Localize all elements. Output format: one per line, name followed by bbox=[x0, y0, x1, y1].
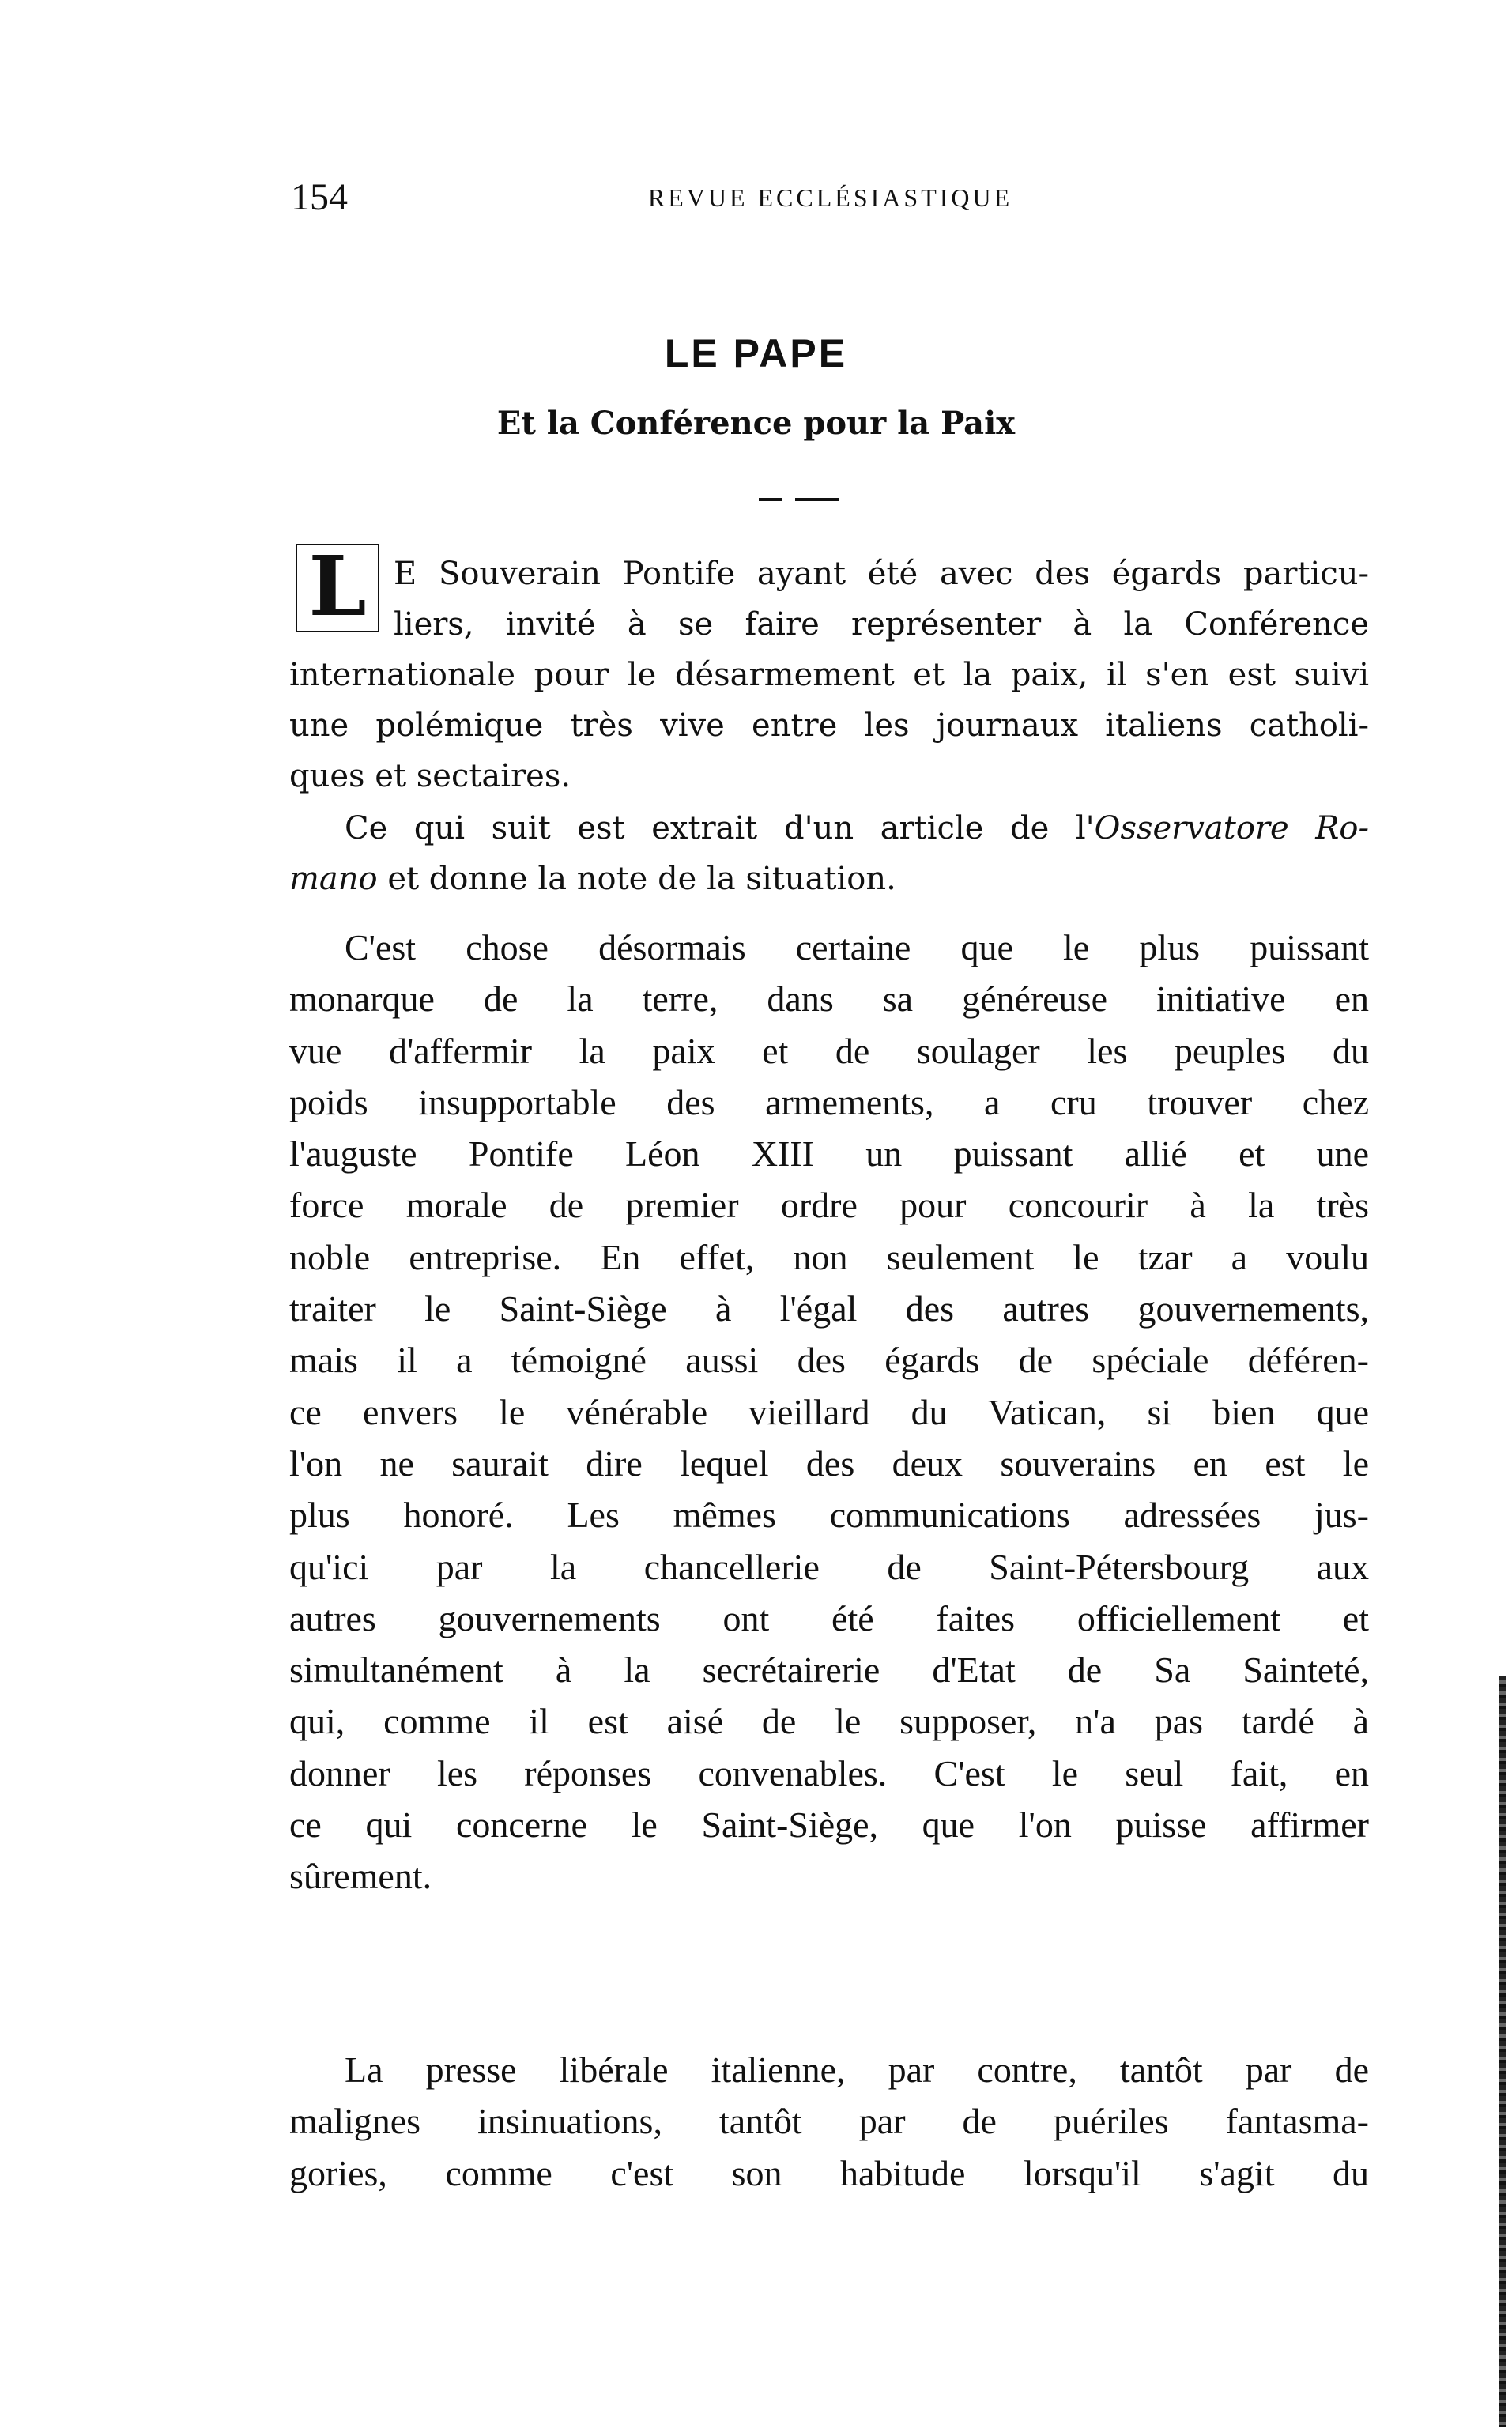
p2-text: Ce qui suit est extrait d'un article de l' bbox=[345, 810, 1095, 847]
page-edge-scan-artifact bbox=[1499, 1676, 1506, 2427]
text-line: mais il a témoigné aussi des égards de spéciale déféren- bbox=[289, 1340, 1369, 1381]
text-line: monarque de la terre, dans sa généreuse initiative en bbox=[289, 979, 1369, 1020]
page-header bbox=[291, 175, 1370, 223]
text-line: gories, comme c'est son habitude lorsqu'il s'agit du bbox=[289, 2152, 1369, 2193]
text-line bbox=[289, 854, 1369, 904]
text-line: ce envers le vénérable vieillard du Vatican, si bien que bbox=[289, 1391, 1369, 1432]
text-line: autres gouvernements ont été faites officiellement et bbox=[289, 1597, 1369, 1638]
text-line: La presse libérale italienne, par contre, tantôt par de bbox=[345, 2049, 1369, 2090]
text-line: force morale de premier ordre pour concourir à la très bbox=[289, 1185, 1369, 1226]
text-line: ques et sectaires. bbox=[289, 758, 571, 794]
running-head: REVUE ECCLÉSIASTIQUE bbox=[647, 183, 1013, 212]
article-title: LE PAPE bbox=[664, 331, 848, 375]
text-line bbox=[289, 803, 1369, 854]
text-line: donner les réponses convenables. C'est le seul fait, en bbox=[289, 1752, 1369, 1793]
text-line: vue d'affermir la paix et de soulager les peuples du bbox=[289, 1030, 1369, 1071]
text-line: traiter le Saint-Siège à l'égal des autres gouvernements, bbox=[289, 1288, 1369, 1329]
text-line: qui, comme il est aisé de le supposer, n'a pas tardé à bbox=[289, 1701, 1369, 1742]
paragraph-4 bbox=[289, 2044, 1369, 2199]
text-line: E Souverain Pontife ayant été avec des égards particu- bbox=[394, 556, 1369, 592]
paragraph-1 bbox=[289, 549, 1369, 801]
text-line: ce qui concerne le Saint-Siège, que l'on puisse affirmer bbox=[289, 1804, 1369, 1846]
text-line: une polémique très vive entre les journaux italiens catholi- bbox=[289, 707, 1369, 744]
text-line: l'auguste Pontife Léon XIII un puissant allié et une bbox=[289, 1133, 1369, 1175]
text-line: sûrement. bbox=[289, 1856, 432, 1897]
text-line: plus honoré. Les mêmes communications adressées jus- bbox=[289, 1495, 1369, 1536]
p2-text-end: et donne la note de la situation. bbox=[387, 861, 896, 897]
text-line: simultanément à la secrétairerie d'Etat de Sa Sainteté, bbox=[289, 1650, 1369, 1691]
p2-italic-title-end: mano bbox=[289, 861, 378, 897]
text-line: internationale pour le désarmement et la paix, il s'en est suivi bbox=[289, 657, 1369, 693]
text-line: C'est chose désormais certaine que le plus puissant bbox=[345, 927, 1369, 967]
paragraph-2 bbox=[289, 803, 1369, 904]
title-rule-long bbox=[795, 498, 839, 501]
drop-cap: L bbox=[296, 544, 379, 632]
paragraph-3 bbox=[289, 922, 1369, 1902]
title-rule-short bbox=[759, 498, 782, 501]
page-number: 154 bbox=[291, 176, 348, 218]
text-line: noble entreprise. En effet, non seulement le tzar a voulu bbox=[289, 1236, 1369, 1277]
text-line: liers, invité à se faire représenter à la Conférence bbox=[394, 606, 1369, 643]
p2-italic-title: Osservatore Ro- bbox=[1094, 810, 1369, 847]
text-line: l'on ne saurait dire lequel des deux souverains en est le bbox=[289, 1442, 1369, 1484]
article-subtitle: Et la Conférence pour la Paix bbox=[496, 405, 1016, 442]
text-line: poids insupportable des armements, a cru trouver chez bbox=[289, 1081, 1369, 1122]
text-line: malignes insinuations, tantôt par de puériles fantasma- bbox=[289, 2101, 1369, 2142]
text-line: qu'ici par la chancellerie de Saint-Pétersbourg aux bbox=[289, 1546, 1369, 1587]
